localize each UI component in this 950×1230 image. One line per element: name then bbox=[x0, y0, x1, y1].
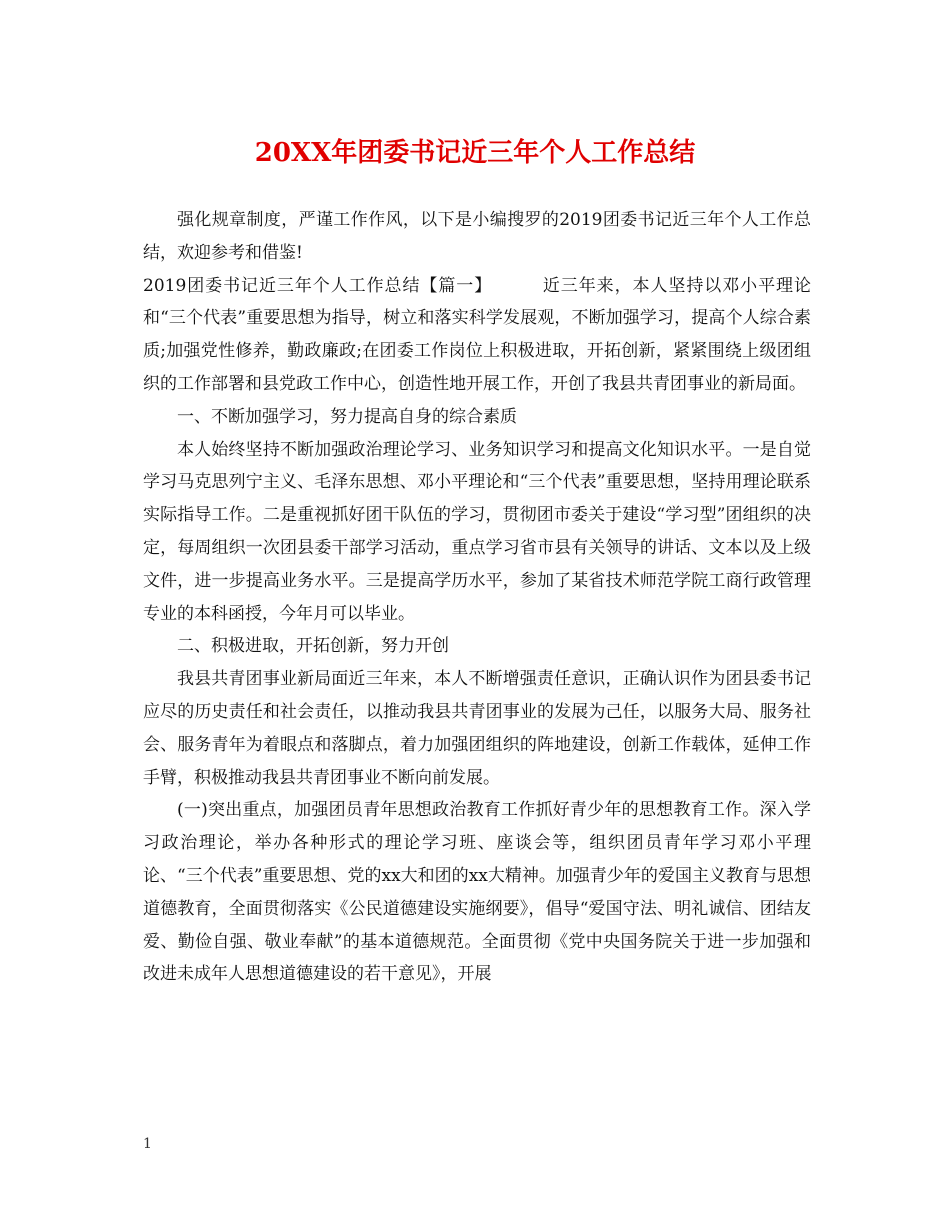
section-label: 2019团委书记近三年个人工作总结【篇一】 bbox=[143, 275, 493, 296]
paragraph-3: 我县共青团事业新局面近三年来，本人不断增强责任意识，正确认识作为团县委书记应尽的历史责任和社会责任，以推动我县共青团事业的发展为己任，以服务大局、服务社会、服务青年为着眼点和落脚点，着力加强团组织的阵地建设，创新工作载体，延伸工作手臂，积极推动我县共青团事业不断向前发展。 bbox=[143, 669, 811, 788]
document-body bbox=[143, 204, 811, 991]
intro-paragraph: 强化规章制度，严谨工作作风，以下是小编搜罗的2019团委书记近三年个人工作总结，欢迎参考和借鉴! bbox=[143, 210, 811, 263]
section-paragraph bbox=[143, 270, 811, 401]
document-title: 20XX年团委书记近三年个人工作总结 bbox=[254, 138, 696, 168]
paragraph-1: 近三年来，本人坚持以邓小平理论和“三个代表”重要思想为指导，树立和落实科学发展观，不断加强学习，提高个人综合素质;加强党性修养，勤政廉政;在团委工作岗位上积极进取，开拓创新，紧紧围绕上级团组织的工作部署和县党政工作中心，创造性地开展工作，开创了我县共青团事业的新局面。 bbox=[143, 275, 811, 394]
heading-1: 一、不断加强学习，努力提高自身的综合素质 bbox=[177, 406, 517, 427]
heading-2: 二、积极进取，开拓创新，努力开创 bbox=[177, 636, 449, 657]
page-number: 1 bbox=[143, 1136, 152, 1152]
paragraph-2: 本人始终坚持不断加强政治理论学习、业务知识学习和提高文化知识水平。一是自觉学习马克思列宁主义、毛泽东思想、邓小平理论和“三个代表”重要思想，坚持用理论联系实际指导工作。二是重视抓好团干队伍的学习，贯彻团市委关于建设“学习型”团组织的决定，每周组织一次团县委干部学习活动，重点学习省市县有关领导的讲话、文本以及上级文件，进一步提高业务水平。三是提高学历水平，参加了某省技术师范学院工商行政管理专业的本科函授，今年月可以毕业。 bbox=[143, 439, 811, 624]
section-spacer bbox=[492, 276, 543, 296]
paragraph-4: (一)突出重点，加强团员青年思想政治教育工作抓好青少年的思想教育工作。深入学习政治理论，举办各种形式的理论学习班、座谈会等，组织团员青年学习邓小平理论、“三个代表”重要思想、党的xx大和团的xx大精神。加强青少年的爱国主义教育与思想道德教育，全面贯彻落实《公民道德建设实施纲要》，倡导“爱国守法、明礼诚信、团结友爱、勤俭自强、敬业奉献”的基本道德规范。全面贯彻《党中央国务院关于进一步加强和改进未成年人思想道德建设的若干意见》，开展 bbox=[143, 800, 811, 985]
